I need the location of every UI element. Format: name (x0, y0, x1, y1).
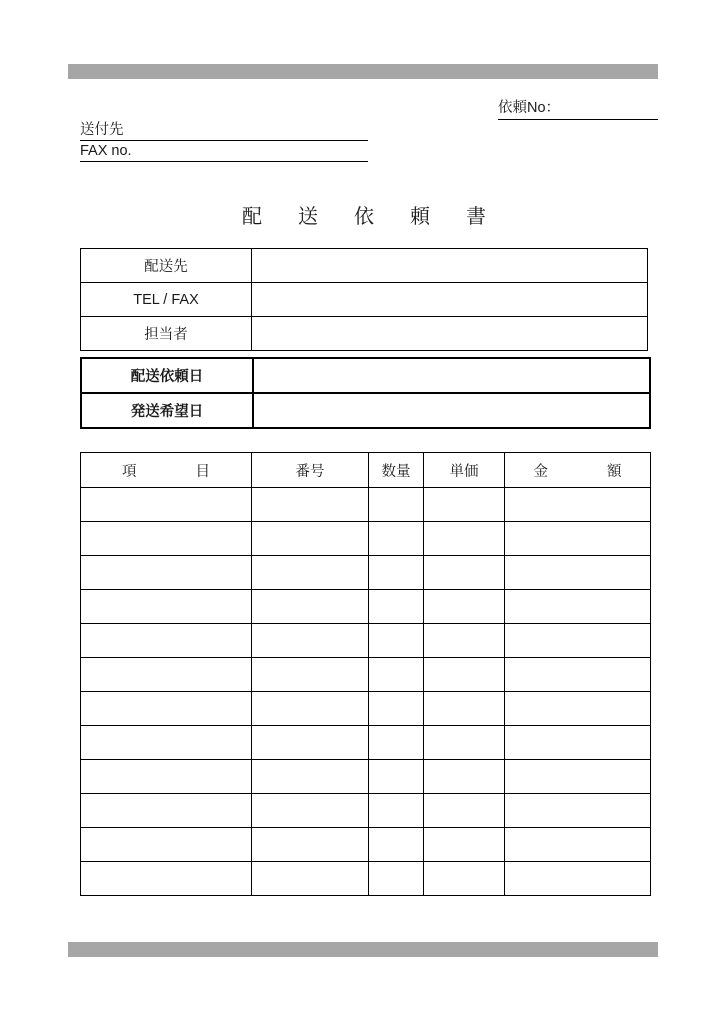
items-table-head (81, 453, 651, 488)
cell-item[interactable] (81, 658, 252, 692)
cell-unit_price[interactable] (424, 556, 505, 590)
cell-amount[interactable] (505, 794, 651, 828)
table-row (81, 249, 648, 283)
cell-number[interactable] (252, 760, 369, 794)
col-header-number: 番号 (252, 453, 369, 488)
cell-unit_price[interactable] (424, 624, 505, 658)
fax-no-label: FAX no. (80, 143, 132, 159)
table-row (81, 358, 650, 393)
send-to-label: 送付先 (80, 122, 124, 138)
cell-number[interactable] (252, 590, 369, 624)
delivery-info-body (81, 249, 648, 351)
cell-number[interactable] (252, 828, 369, 862)
cell-amount[interactable] (505, 590, 651, 624)
table-row (81, 692, 651, 726)
cell-amount[interactable] (505, 522, 651, 556)
info-value-request-date[interactable] (253, 358, 650, 393)
cell-item[interactable] (81, 556, 252, 590)
cell-amount[interactable] (505, 556, 651, 590)
cell-unit_price[interactable] (424, 862, 505, 896)
cell-unit_price[interactable] (424, 522, 505, 556)
cell-number[interactable] (252, 862, 369, 896)
cell-item[interactable] (81, 488, 252, 522)
info-value-contact-person[interactable] (252, 317, 648, 351)
recipient-fields (80, 122, 368, 162)
footer-rule-bar (68, 942, 658, 957)
cell-number[interactable] (252, 624, 369, 658)
items-table-body (81, 488, 651, 896)
table-row (81, 393, 650, 428)
table-row (81, 624, 651, 658)
info-label-destination: 配送先 (81, 249, 252, 283)
col-header-unit-price: 単価 (424, 453, 505, 488)
table-row (81, 590, 651, 624)
delivery-info-table (80, 248, 648, 351)
cell-amount[interactable] (505, 726, 651, 760)
cell-unit_price[interactable] (424, 590, 505, 624)
cell-item[interactable] (81, 692, 252, 726)
cell-unit_price[interactable] (424, 658, 505, 692)
col-header-quantity: 数量 (369, 453, 424, 488)
cell-number[interactable] (252, 794, 369, 828)
info-value-ship-date[interactable] (253, 393, 650, 428)
cell-item[interactable] (81, 726, 252, 760)
cell-unit_price[interactable] (424, 488, 505, 522)
table-row (81, 522, 651, 556)
info-value-destination[interactable] (252, 249, 648, 283)
table-row (81, 283, 648, 317)
table-row (81, 317, 648, 351)
table-row (81, 794, 651, 828)
cell-amount[interactable] (505, 862, 651, 896)
cell-item[interactable] (81, 862, 252, 896)
delivery-date-body (81, 358, 650, 428)
cell-quantity[interactable] (369, 760, 424, 794)
cell-quantity[interactable] (369, 692, 424, 726)
items-header-row (81, 453, 651, 488)
cell-item[interactable] (81, 760, 252, 794)
cell-quantity[interactable] (369, 726, 424, 760)
cell-quantity[interactable] (369, 862, 424, 896)
table-row (81, 760, 651, 794)
send-to-field[interactable] (80, 122, 368, 141)
cell-unit_price[interactable] (424, 828, 505, 862)
header-rule-bar (68, 64, 658, 79)
cell-amount[interactable] (505, 624, 651, 658)
cell-amount[interactable] (505, 760, 651, 794)
cell-quantity[interactable] (369, 624, 424, 658)
cell-unit_price[interactable] (424, 726, 505, 760)
cell-number[interactable] (252, 658, 369, 692)
info-label-request-date: 配送依頼日 (81, 358, 253, 393)
cell-quantity[interactable] (369, 658, 424, 692)
items-table (80, 452, 651, 896)
cell-number[interactable] (252, 488, 369, 522)
table-row (81, 862, 651, 896)
table-row (81, 658, 651, 692)
cell-item[interactable] (81, 828, 252, 862)
col-header-amount: 金 額 (505, 453, 651, 488)
cell-quantity[interactable] (369, 522, 424, 556)
fax-no-field[interactable] (80, 143, 368, 162)
cell-number[interactable] (252, 556, 369, 590)
cell-unit_price[interactable] (424, 794, 505, 828)
table-row (81, 488, 651, 522)
cell-quantity[interactable] (369, 590, 424, 624)
cell-quantity[interactable] (369, 794, 424, 828)
cell-quantity[interactable] (369, 556, 424, 590)
cell-amount[interactable] (505, 658, 651, 692)
cell-number[interactable] (252, 522, 369, 556)
info-label-tel-fax: TEL / FAX (81, 283, 252, 317)
delivery-date-table (80, 357, 651, 429)
cell-item[interactable] (81, 522, 252, 556)
info-label-ship-date: 発送希望日 (81, 393, 253, 428)
cell-number[interactable] (252, 726, 369, 760)
col-header-item: 項 目 (81, 453, 252, 488)
info-label-contact-person: 担当者 (81, 317, 252, 351)
cell-number[interactable] (252, 692, 369, 726)
table-row (81, 726, 651, 760)
cell-amount[interactable] (505, 692, 651, 726)
table-row (81, 556, 651, 590)
cell-quantity[interactable] (369, 488, 424, 522)
request-no-label: 依頼No： (498, 100, 561, 116)
cell-unit_price[interactable] (424, 692, 505, 726)
cell-quantity[interactable] (369, 828, 424, 862)
table-row (81, 828, 651, 862)
cell-amount[interactable] (505, 488, 651, 522)
cell-unit_price[interactable] (424, 760, 505, 794)
request-no-field[interactable] (498, 99, 658, 120)
info-value-tel-fax[interactable] (252, 283, 648, 317)
cell-item[interactable] (81, 624, 252, 658)
cell-item[interactable] (81, 590, 252, 624)
cell-item[interactable] (81, 794, 252, 828)
cell-amount[interactable] (505, 828, 651, 862)
page-title: 配 送 依 頼 書 (242, 206, 494, 228)
